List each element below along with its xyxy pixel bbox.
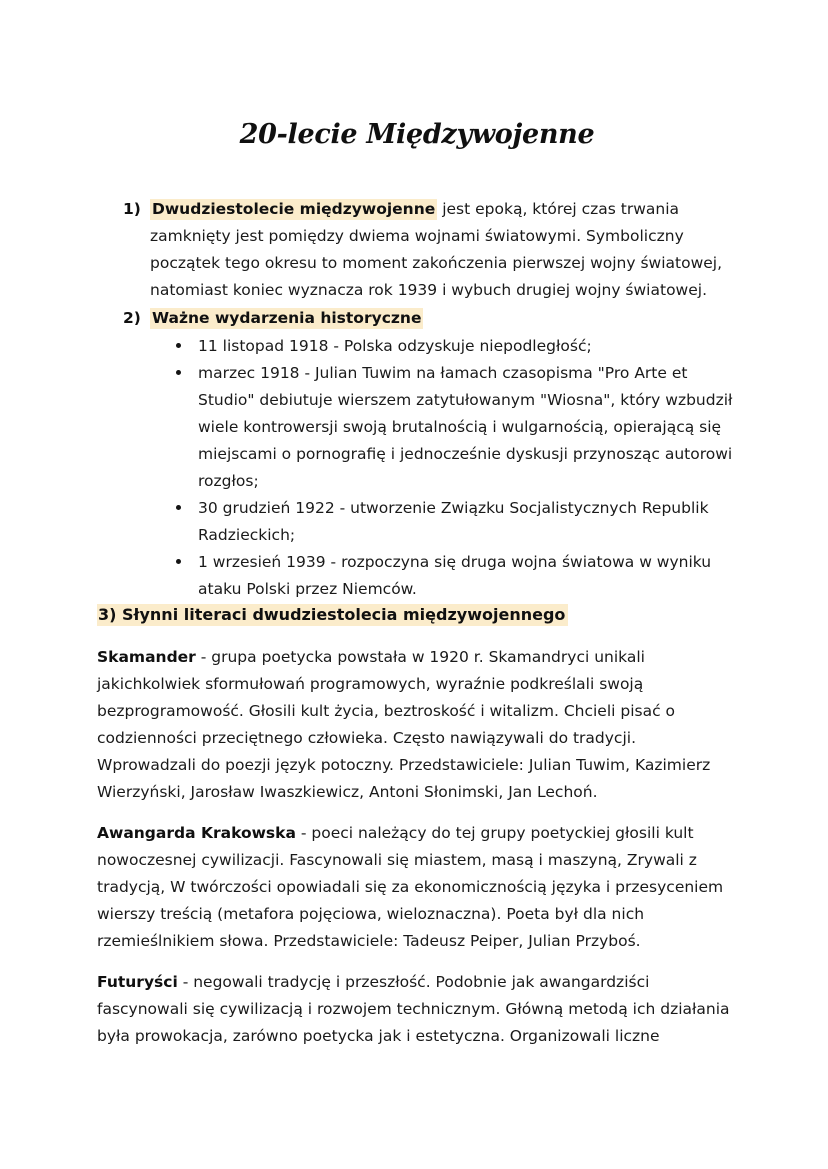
group-text-skamander: - grupa poetycka powstała w 1920 r. Skamandryci unikali jakichkolwiek sformułowań programowych, wyraźnie podkreślali swoją bezprogramowość. Głosili kult życia, beztroskość i witalizm. Chcieli pisać o codzienności przeciętnego człowieka. Często nawiązywali do tradycji. Wprowadzali do poezji język potoczny. Przedstawiciele: Julian Tuwim, Kazimierz Wierzyński, Jarosław Iwaszkiewicz, Antoni Słonimski, Jan Lechoń. (97, 648, 711, 801)
bullet-dot-icon (176, 505, 181, 510)
list-item (176, 495, 737, 549)
group-text-futurysci: - negowali tradycję i przeszłość. Podobnie jak awangardziści fascynowali się cywilizacją i rozwojem technicznym. Główną metodą ich działania była prowokacja, zarówno poetycka jak i estetyczna. Organizowali liczne (97, 973, 730, 1045)
list-item-text: 30 grudzień 1922 - utworzenie Związku Socjalistycznych Republik Radzieckich; (198, 499, 709, 544)
bullet-dot-icon (176, 559, 181, 564)
group-name-futurysci: Futuryści (97, 973, 178, 991)
paragraph-awangarda-krakowska (97, 820, 737, 955)
group-name-skamander: Skamander (97, 648, 196, 666)
numbered-item-1-body (150, 196, 737, 304)
list-item-text: 1 wrzesień 1939 - rozpoczyna się druga wojna światowa w wyniku ataku Polski przez Niemców. (198, 553, 712, 598)
list-item (176, 360, 737, 495)
numbered-item-3 (97, 605, 737, 624)
highlighted-term-dwudziestolecie: Dwudziestolecie międzywojenne (152, 200, 436, 218)
list-marker-1: 1) (123, 200, 141, 218)
group-text-awangarda-krakowska: - poeci należący do tej grupy poetyckiej głosili kult nowoczesnej cywilizacji. Fascynowali się miastem, masą i maszyną, Zrywali z tradycją, W twórczości opowiadali się za ekonomicznością języka i przesyceniem wierszy treścią (metafora pojęciowa, wieloznaczna). Poeta był dla nich rzemieślnikiem słowa. Przedstawiciele: Tadeusz Peiper, Julian Przyboś. (97, 824, 724, 950)
list-item-text: 11 listopad 1918 - Polska odzyskuje niepodległość; (198, 337, 592, 355)
list-marker-2: 2) (123, 309, 141, 327)
list-item (176, 333, 737, 360)
list-item (176, 549, 737, 603)
historic-events-list (97, 333, 737, 603)
numbered-item-1 (123, 196, 737, 304)
numbered-item-2 (123, 305, 737, 332)
document-content (97, 118, 737, 1050)
paragraph-skamander (97, 644, 737, 806)
numbered-item-1-text: jest epoką, której czas trwania zamknięty jest pomiędzy dwiema wojnami światowymi. Symboliczny początek tego okresu to moment zakończenia pierwszej wojny światowej, natomiast koniec wyznacza rok 1939 i wybuch drugiej wojny światowej. (150, 200, 723, 299)
bullet-dot-icon (176, 370, 181, 375)
list-item-text: marzec 1918 - Julian Tuwim na łamach czasopisma "Pro Arte et Studio" debiutuje wierszem zatytułowanym "Wiosna", który wzbudził wiele kontrowersji swoją brutalnością i wulgarnością, opierającą się miejscami o pornografię i jednocześnie dyskusji przynosząc autorowi rozgłos; (198, 364, 733, 490)
bullet-dot-icon (176, 343, 181, 348)
highlighted-heading-slynni-literaci: 3) Słynni literaci dwudziestolecia międzywojennego (97, 604, 568, 626)
page-title: 20-lecie Międzywojenne (239, 119, 595, 150)
group-name-awangarda-krakowska: Awangarda Krakowska (97, 824, 296, 842)
numbered-item-2-body (150, 305, 737, 332)
highlighted-term-wazne-wydarzenia: Ważne wydarzenia historyczne (152, 309, 422, 327)
paragraph-futurysci (97, 969, 737, 1050)
